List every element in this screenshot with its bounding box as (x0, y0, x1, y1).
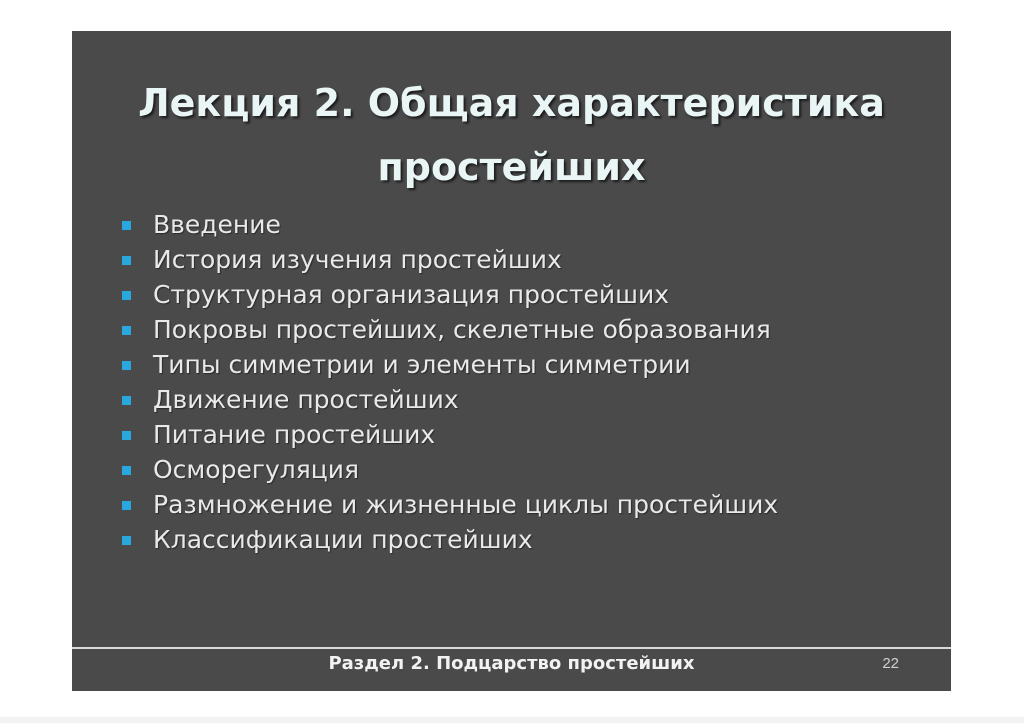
bullet-item-movement (120, 382, 778, 417)
bullet-text: Структурная организация простейших (153, 280, 670, 309)
square-bullet-icon (122, 396, 131, 405)
square-bullet-icon (122, 361, 131, 370)
bullet-text: Размножение и жизненные циклы простейших (153, 490, 779, 519)
square-bullet-icon (122, 256, 131, 265)
bullet-list (120, 207, 778, 557)
square-bullet-icon (122, 536, 131, 545)
bullet-item-structure (120, 277, 778, 312)
bullet-item-symmetry (120, 347, 778, 382)
bullet-text: История изучения простейших (153, 245, 562, 274)
bullet-text: Покровы простейших, скелетные образования (153, 315, 771, 344)
square-bullet-icon (122, 326, 131, 335)
square-bullet-icon (122, 221, 131, 230)
page-number: 22 (882, 655, 899, 672)
bullet-text: Введение (153, 210, 281, 239)
bullet-text: Осморегуляция (153, 455, 360, 484)
square-bullet-icon (122, 291, 131, 300)
bullet-item-osmoregulation (120, 452, 778, 487)
bullet-item-covers (120, 312, 778, 347)
bullet-item-classification (120, 522, 778, 557)
square-bullet-icon (122, 501, 131, 510)
bullet-item-nutrition (120, 417, 778, 452)
bullet-item-history (120, 242, 778, 277)
bottom-band (0, 717, 1024, 723)
bullet-text: Движение простейших (153, 385, 459, 414)
title-line-1: Лекция 2. Общая характеристика (138, 81, 885, 125)
slide-title (72, 71, 951, 199)
bullet-item-reproduction (120, 487, 778, 522)
square-bullet-icon (122, 431, 131, 440)
slide (72, 31, 951, 691)
title-line-2: простейших (377, 145, 646, 189)
square-bullet-icon (122, 466, 131, 475)
bullet-item-introduction (120, 207, 778, 242)
footer-title: Раздел 2. Подцарство простейших (328, 653, 695, 674)
bullet-text: Типы симметрии и элементы симметрии (153, 350, 691, 379)
bullet-text: Классификации простейших (153, 525, 533, 554)
bullet-text: Питание простейших (153, 420, 436, 449)
